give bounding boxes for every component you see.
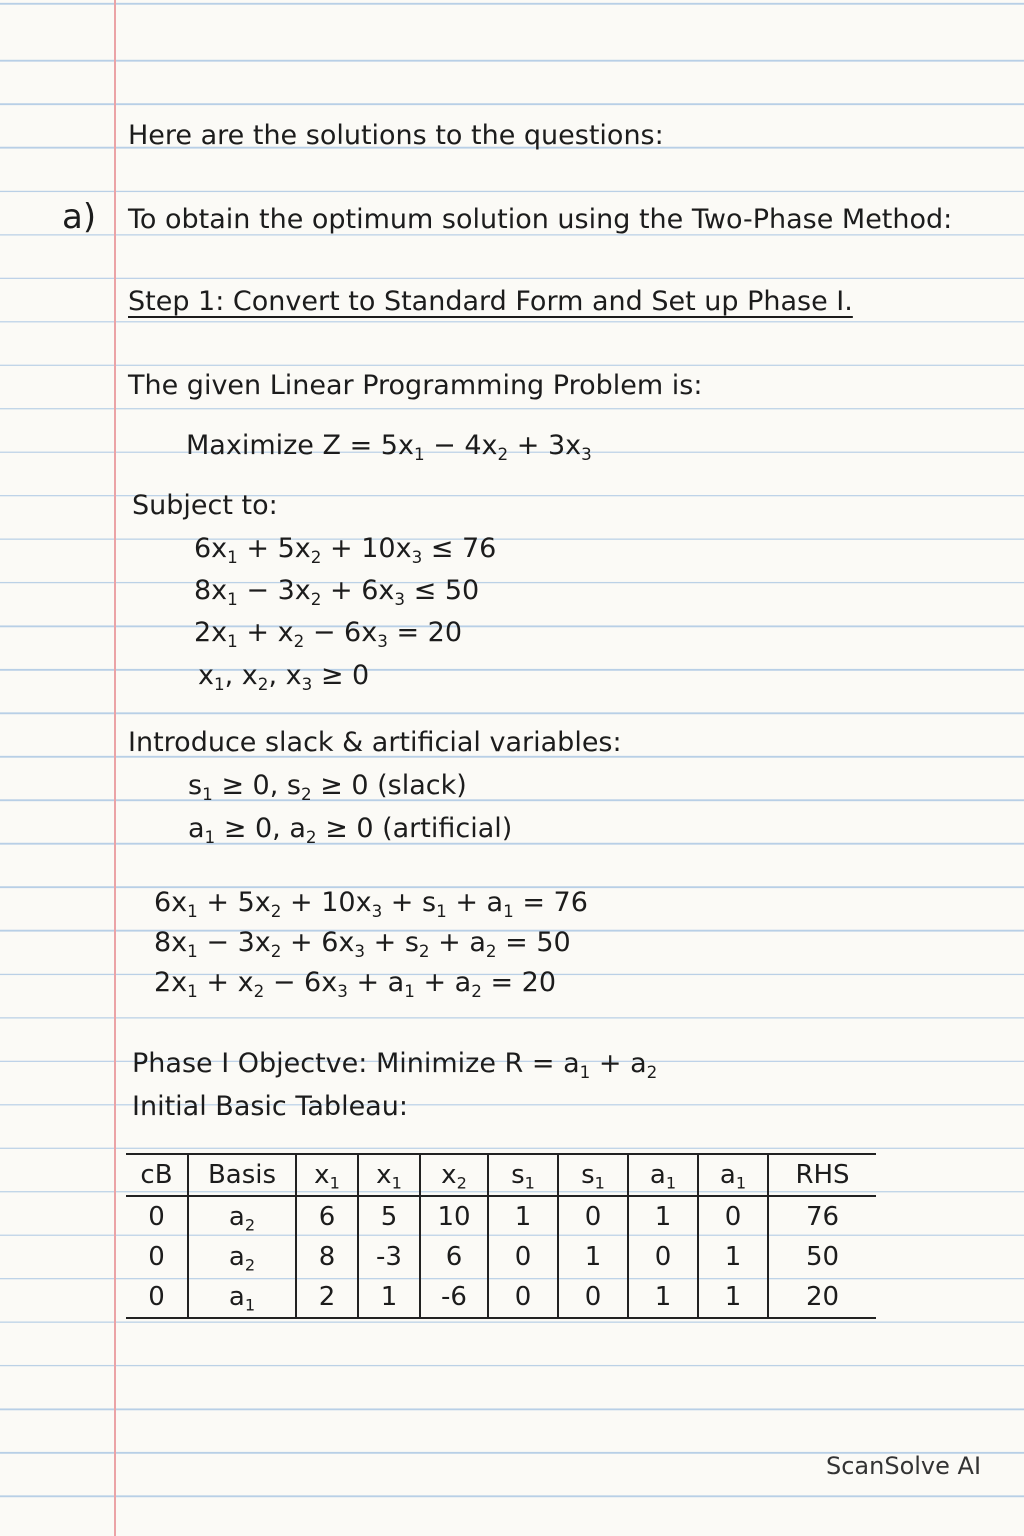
cell: 6	[420, 1237, 488, 1277]
header-col-4: $x_1$	[358, 1154, 420, 1196]
initial-basic-tableau	[126, 1153, 876, 1319]
cell: 1	[358, 1277, 420, 1318]
introduce-text: Introduce slack & artificial variables:	[128, 727, 622, 758]
table-row	[126, 1277, 876, 1318]
initial-tableau-label: Initial Basic Tableau:	[132, 1091, 408, 1122]
header-basis: Basis	[188, 1154, 296, 1196]
cell-basis: $a_2$	[188, 1196, 296, 1237]
cell: 0	[488, 1277, 558, 1318]
given-text: The given Linear Programming Problem is:	[128, 370, 703, 401]
cell: 10	[420, 1196, 488, 1237]
equation-2: $8x_1 - 3x_2 + 6x_3 + s_2 + a_2 = 50$	[154, 927, 571, 961]
cell: 5	[358, 1196, 420, 1237]
cell: 1	[558, 1237, 628, 1277]
cell-cb: 0	[148, 1282, 165, 1312]
table-row	[126, 1237, 876, 1277]
slack-variables: $s_1 \ge 0$, $s_2 \ge 0$ (slack)	[188, 770, 467, 804]
cell: -6	[420, 1277, 488, 1318]
cell-rhs: 20	[768, 1277, 876, 1318]
cell: -3	[358, 1237, 420, 1277]
nonnegativity-constraint: $x_1$, $x_2$, $x_3 \ge 0$	[198, 660, 370, 694]
equation-3: $2x_1 + x_2 - 6x_3 + a_1 + a_2 = 20$	[154, 967, 557, 1001]
header-cb: cB	[126, 1154, 188, 1196]
part-a-heading: To obtain the optimum solution using the Two-Phase Method:	[128, 204, 953, 235]
header-col-5: $x_2$	[420, 1154, 488, 1196]
cell: 0	[488, 1237, 558, 1277]
cell-rhs: 76	[768, 1196, 876, 1237]
cell: 0	[628, 1237, 698, 1277]
artificial-variables: $a_1 \ge 0$, $a_2 \ge 0$ (artificial)	[188, 813, 513, 847]
part-a-label: a)	[62, 197, 97, 237]
cell-basis: $a_2$	[188, 1237, 296, 1277]
equation-1: $6x_1 + 5x_2 + 10x_3 + s_1 + a_1 = 76$	[154, 887, 588, 921]
cell: 0	[558, 1196, 628, 1237]
header-col-7: $s_1$	[558, 1154, 628, 1196]
tableau-header-row	[126, 1154, 876, 1196]
constraint-3: $2x_1 + x_2 - 6x_3 = 20$	[194, 617, 463, 651]
phase1-objective: Phase I Objectve: Minimize $R = a_1 + a_2$	[132, 1048, 658, 1082]
cell: 0	[558, 1277, 628, 1318]
constraint-2: $8x_1 - 3x_2 + 6x_3 \le 50$	[194, 575, 480, 609]
cell-cb: 0	[148, 1202, 165, 1232]
table-row	[126, 1196, 876, 1237]
cell: 8	[296, 1237, 358, 1277]
cell-basis: $a_1$	[188, 1277, 296, 1318]
header-col-6: $s_1$	[488, 1154, 558, 1196]
objective-function: Maximize $Z = 5x_1 - 4x_2 + 3x_3$	[186, 430, 592, 464]
cell: 0	[698, 1196, 768, 1237]
cell: 6	[296, 1196, 358, 1237]
constraint-1: $6x_1 + 5x_2 + 10x_3 \le 76$	[194, 533, 497, 567]
cell: 1	[628, 1196, 698, 1237]
subject-to-label: Subject to:	[132, 490, 278, 521]
cell: 1	[698, 1277, 768, 1318]
cell: 1	[488, 1196, 558, 1237]
cell: 1	[628, 1277, 698, 1318]
header-col-3: $x_1$	[296, 1154, 358, 1196]
margin-line	[114, 0, 116, 1536]
cell-cb: 0	[148, 1242, 165, 1272]
header-col-8: $a_1$	[628, 1154, 698, 1196]
intro-text: Here are the solutions to the questions:	[128, 120, 664, 151]
brand-watermark: ScanSolve AI	[826, 1452, 982, 1480]
header-col-9: $a_1$	[698, 1154, 768, 1196]
cell-rhs: 50	[768, 1237, 876, 1277]
step1-heading: Step 1: Convert to Standard Form and Set up Phase I.	[128, 286, 853, 317]
cell: 2	[296, 1277, 358, 1318]
cell: 1	[698, 1237, 768, 1277]
header-rhs: RHS	[768, 1154, 876, 1196]
